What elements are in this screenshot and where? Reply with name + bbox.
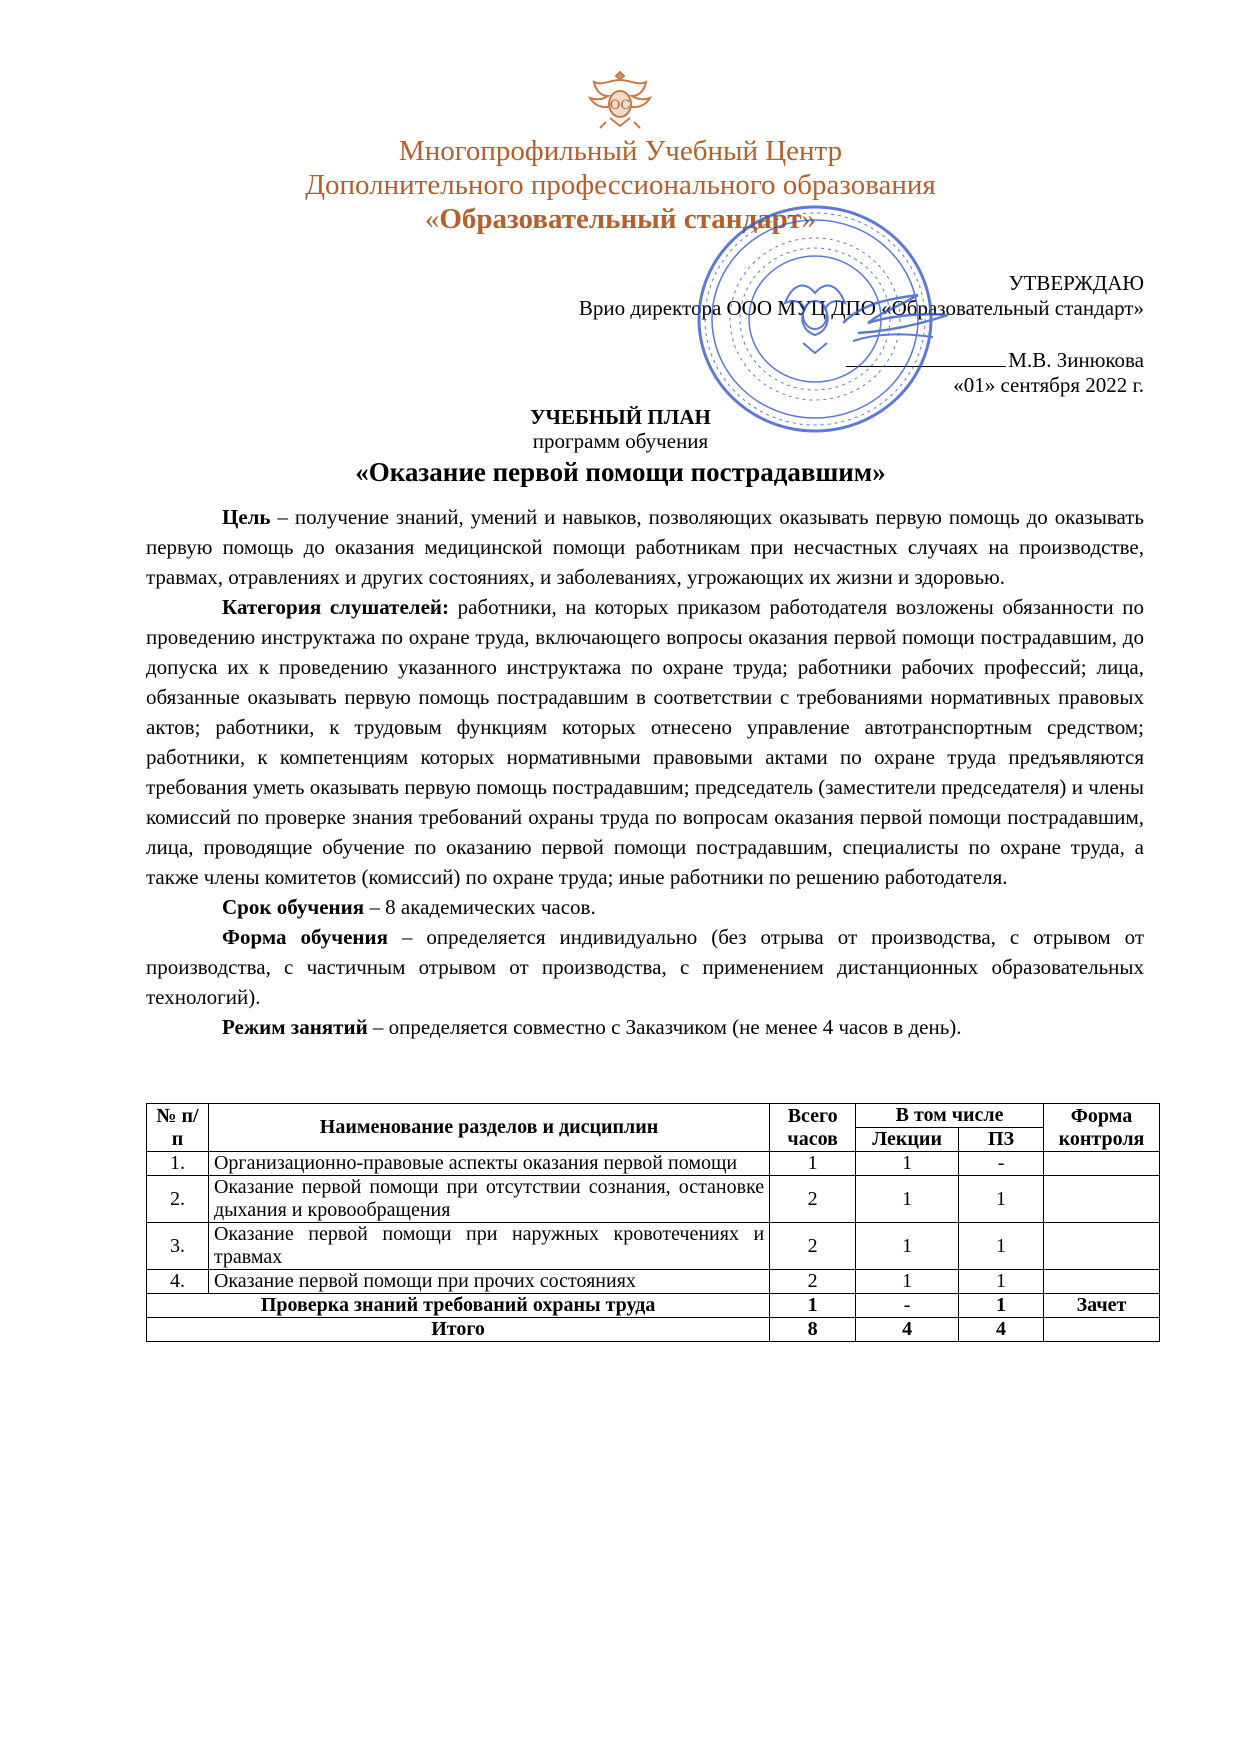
form-label: Форма обучения <box>222 925 388 949</box>
row-total: 2 <box>770 1223 856 1270</box>
approval-position: Врио директора ООО МУЦ ДПО «Образовательный стандарт» <box>578 296 1144 320</box>
row-num: 1. <box>147 1152 209 1176</box>
header-line-1: Многопрофильный Учебный Центр <box>398 135 843 167</box>
table-row <box>147 1176 1160 1223</box>
row-total: 2 <box>770 1270 856 1294</box>
row-lectures: 1 <box>856 1223 959 1270</box>
row-total: 2 <box>770 1176 856 1223</box>
row-num: 3. <box>147 1223 209 1270</box>
row-num: 4. <box>147 1270 209 1294</box>
row-lectures: 1 <box>856 1152 959 1176</box>
total-lectures: 4 <box>856 1318 959 1342</box>
check-total: 1 <box>770 1294 856 1318</box>
organization-header <box>0 134 1241 236</box>
header-total: Всего часов <box>770 1104 856 1152</box>
svg-text:ОС: ОС <box>609 98 631 113</box>
row-total: 1 <box>770 1152 856 1176</box>
row-lectures: 1 <box>856 1270 959 1294</box>
table-row <box>147 1270 1160 1294</box>
table-header-row <box>147 1104 1160 1128</box>
total-total: 8 <box>770 1318 856 1342</box>
plan-subtitle: программ обучения <box>532 429 709 453</box>
total-pz: 4 <box>959 1318 1044 1342</box>
check-control: Зачет <box>1044 1294 1160 1318</box>
approval-date: «01» сентября 2022 г. <box>953 373 1144 397</box>
plan-title-block <box>0 405 1241 489</box>
term-text: – 8 академических часов. <box>364 895 596 919</box>
row-name: Оказание первой помощи при отсутствии сознания, остановке дыхания и кровообращения <box>208 1176 769 1223</box>
category-label: Категория слушателей: <box>222 595 449 619</box>
approval-name: М.В. Зинюкова <box>1008 348 1144 372</box>
row-pz: 1 <box>959 1176 1044 1223</box>
row-control <box>1044 1223 1160 1270</box>
row-pz: - <box>959 1152 1044 1176</box>
check-lectures: - <box>856 1294 959 1318</box>
category-text: работники, на которых приказом работодателя возложены обязанности по проведению инструктажа по охране труда, включающего вопросы оказания первой помощи пострадавшим, до допуска их к проведению указанного инструктажа по охране труда; работники рабочих профессий; лица, обязанные оказывать первую помощь пострадавшим в соответствии с требованиями нормативных правовых актов; работники, к трудовым функциям которых отнесено управление автотранспортным средством; работники, к компетенциям которых нормативными правовыми актами по охране труда предъявляются требования уметь оказывать первую помощь пострадавшим; председатель (заместители председателя) и члены комиссий по проверке знания требований охраны труда по вопросам оказания первой помощи пострадавшим, лица, проводящие обучение по оказанию первой помощи пострадавшим, специалисты по охране труда, а также члены комитетов (комиссий) по охране труда; иные работники по решению работодателя. <box>146 595 1144 889</box>
form-paragraph <box>146 922 1144 1012</box>
total-row <box>147 1318 1160 1342</box>
goal-label: Цель <box>222 505 271 529</box>
row-pz: 1 <box>959 1223 1044 1270</box>
row-control <box>1044 1270 1160 1294</box>
term-paragraph <box>146 892 1144 922</box>
row-control <box>1044 1152 1160 1176</box>
plan-title: УЧЕБНЫЙ ПЛАН <box>530 405 711 429</box>
official-stamp <box>693 203 968 435</box>
course-title: «Оказание первой помощи пострадавшим» <box>355 457 886 487</box>
row-num: 2. <box>147 1176 209 1223</box>
row-name: Оказание первой помощи при наружных кровотечениях и травмах <box>208 1223 769 1270</box>
header-control: Форма контроля <box>1044 1104 1160 1152</box>
round-seal-stamp-icon <box>693 203 968 435</box>
form-text: – определяется индивидуально (без отрыва от производства, с отрывом от производства, с частичным отрывом от производства, с применением дистанционных образовательных технологий). <box>146 925 1144 1009</box>
total-control <box>1044 1318 1160 1342</box>
mode-paragraph <box>146 1012 1144 1042</box>
goal-text: – получение знаний, умений и навыков, позволяющих оказывать первую помощь до оказывать первую помощь до оказания медицинской помощи работникам при несчастных случаях на производстве, травмах, отравлениях и других состояниях, и заболеваниях, угрожающих их жизни и здоровью. <box>146 505 1144 589</box>
row-control <box>1044 1176 1160 1223</box>
double-headed-eagle-emblem-icon <box>580 66 660 132</box>
header-lectures: Лекции <box>856 1128 959 1152</box>
header-line-3 <box>0 202 1241 236</box>
check-pz: 1 <box>959 1294 1044 1318</box>
check-name: Проверка знаний требований охраны труда <box>147 1294 770 1318</box>
organization-logo <box>580 66 660 132</box>
row-lectures: 1 <box>856 1176 959 1223</box>
header-pz: ПЗ <box>959 1128 1044 1152</box>
mode-text: – определяется совместно с Заказчиком (не менее 4 часов в день). <box>367 1015 962 1039</box>
table-row <box>147 1152 1160 1176</box>
row-pz: 1 <box>959 1270 1044 1294</box>
term-label: Срок обучения <box>222 895 365 919</box>
approval-title: УТВЕРЖДАЮ <box>1008 271 1144 295</box>
plan-description <box>146 502 1144 1042</box>
header-num: № п/п <box>147 1104 209 1152</box>
curriculum-table <box>146 1103 1160 1342</box>
header-including: В том числе <box>856 1104 1044 1128</box>
header-quote-open: « <box>424 203 440 235</box>
category-paragraph <box>146 592 1144 892</box>
header-org-name: Образовательный стандарт <box>439 203 802 235</box>
table-row <box>147 1223 1160 1270</box>
row-name: Оказание первой помощи при прочих состояниях <box>208 1270 769 1294</box>
header-quote-close: » <box>801 203 817 235</box>
total-name: Итого <box>147 1318 770 1342</box>
row-name: Организационно-правовые аспекты оказания первой помощи <box>208 1152 769 1176</box>
mode-label: Режим занятий <box>222 1015 368 1039</box>
goal-paragraph <box>146 502 1144 592</box>
header-name: Наименование разделов и дисциплин <box>208 1104 769 1152</box>
check-row <box>147 1294 1160 1318</box>
header-line-2: Дополнительного профессионального образования <box>305 169 936 201</box>
